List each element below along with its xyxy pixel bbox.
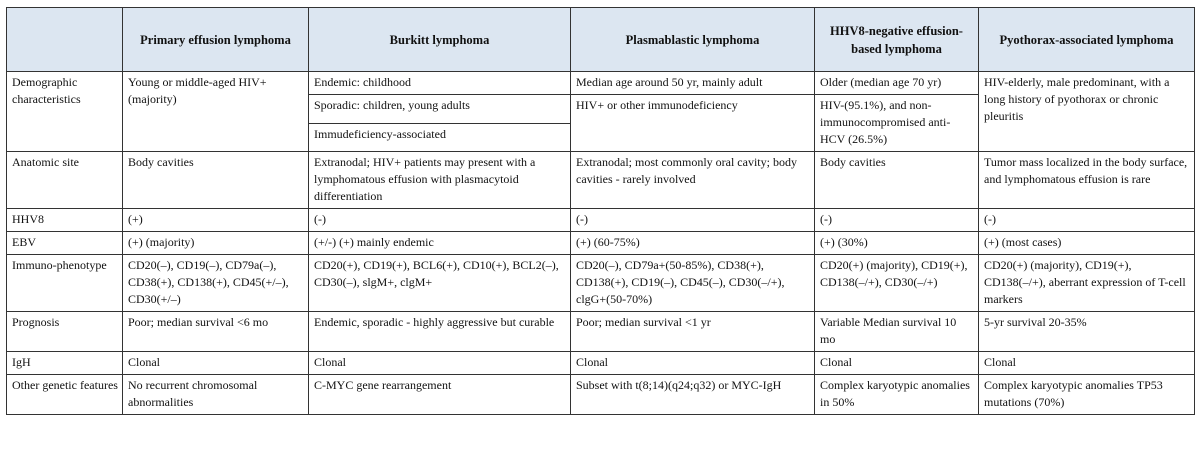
cell-demographic-hhv8neg-age: Older (median age 70 yr) — [815, 72, 979, 95]
row-label-immuno: Immuno-phenotype — [7, 255, 123, 312]
cell-prognosis-plasmablastic: Poor; median survival <1 yr — [571, 312, 815, 352]
cell-igh-plasmablastic: Clonal — [571, 352, 815, 375]
header-corner — [7, 8, 123, 72]
cell-immuno-pyothorax: CD20(+) (majority), CD19(+), CD138(–/+), aberrant expression of T-cell markers — [979, 255, 1195, 312]
row-label-anatomic: Anatomic site — [7, 152, 123, 209]
cell-genetic-hhv8neg: Complex karyotypic anomalies in 50% — [815, 375, 979, 415]
cell-immuno-plasmablastic: CD20(–), CD79a+(50-85%), CD38(+), CD138(+), CD19(–), CD45(–), CD30(–/+), clgG+(50-70%) — [571, 255, 815, 312]
header-row — [7, 8, 1195, 72]
cell-prognosis-burkitt: Endemic, sporadic - highly aggressive but curable — [309, 312, 571, 352]
cell-genetic-plasmablastic: Subset with t(8;14)(q24;q32) or MYC-IgH — [571, 375, 815, 415]
cell-hhv8-pyothorax: (-) — [979, 209, 1195, 232]
row-label-genetic: Other genetic features — [7, 375, 123, 415]
cell-hhv8-burkitt: (-) — [309, 209, 571, 232]
cell-immuno-burkitt: CD20(+), CD19(+), BCL6(+), CD10(+), BCL2(–), CD30(–), slgM+, clgM+ — [309, 255, 571, 312]
cell-genetic-pel: No recurrent chromosomal abnormalities — [123, 375, 309, 415]
table-row-ebv — [7, 232, 1195, 255]
table-row-genetic — [7, 375, 1195, 415]
table-container — [6, 7, 1195, 415]
cell-prognosis-pyothorax: 5-yr survival 20-35% — [979, 312, 1195, 352]
cell-hhv8-plasmablastic: (-) — [571, 209, 815, 232]
table-row-prognosis — [7, 312, 1195, 352]
cell-genetic-pyothorax: Complex karyotypic anomalies TP53 mutations (70%) — [979, 375, 1195, 415]
cell-igh-pyothorax: Clonal — [979, 352, 1195, 375]
table-row-hhv8 — [7, 209, 1195, 232]
cell-immuno-hhv8neg: CD20(+) (majority), CD19(+), CD138(–/+), CD30(–/+) — [815, 255, 979, 312]
cell-prognosis-pel: Poor; median survival <6 mo — [123, 312, 309, 352]
row-label-ebv: EBV — [7, 232, 123, 255]
cell-anatomic-plasmablastic: Extranodal; most commonly oral cavity; body cavities - rarely involved — [571, 152, 815, 209]
cell-igh-hhv8neg: Clonal — [815, 352, 979, 375]
cell-genetic-burkitt: C-MYC gene rearrangement — [309, 375, 571, 415]
cell-ebv-pyothorax: (+) (most cases) — [979, 232, 1195, 255]
cell-igh-burkitt: Clonal — [309, 352, 571, 375]
row-label-hhv8: HHV8 — [7, 209, 123, 232]
row-label-prognosis: Prognosis — [7, 312, 123, 352]
cell-ebv-hhv8neg: (+) (30%) — [815, 232, 979, 255]
header-primary-effusion-lymphoma: Primary effusion lymphoma — [123, 8, 309, 72]
cell-demographic-plasmablastic-hiv: HIV+ or other immunodeficiency — [571, 95, 815, 152]
lymphoma-comparison-table — [6, 7, 1195, 415]
header-hhv8-negative-lymphoma: HHV8-negative effusion-based lymphoma — [815, 8, 979, 72]
table-row-immuno — [7, 255, 1195, 312]
cell-hhv8-pel: (+) — [123, 209, 309, 232]
cell-anatomic-pel: Body cavities — [123, 152, 309, 209]
cell-ebv-pel: (+) (majority) — [123, 232, 309, 255]
table-row-igh — [7, 352, 1195, 375]
cell-demographic-pel: Young or middle-aged HIV+ (majority) — [123, 72, 309, 152]
cell-immuno-pel: CD20(–), CD19(–), CD79a(–), CD38(+), CD138(+), CD45(+/–), CD30(+/–) — [123, 255, 309, 312]
cell-demographic-burkitt-sporadic: Sporadic: children, young adults — [309, 95, 571, 124]
cell-demographic-hhv8neg-hiv: HIV-(95.1%), and non-immunocompromised anti-HCV (26.5%) — [815, 95, 979, 152]
cell-hhv8-hhv8neg: (-) — [815, 209, 979, 232]
header-pyothorax-lymphoma: Pyothorax-associated lymphoma — [979, 8, 1195, 72]
cell-demographic-burkitt-immunodeficiency: Immudeficiency-associated — [309, 123, 571, 152]
cell-ebv-plasmablastic: (+) (60-75%) — [571, 232, 815, 255]
cell-anatomic-burkitt: Extranodal; HIV+ patients may present with a lymphomatous effusion with plasmacytoid differentiation — [309, 152, 571, 209]
cell-demographic-pyothorax: HIV-elderly, male predominant, with a long history of pyothorax or chronic pleuritis — [979, 72, 1195, 152]
table-row-anatomic — [7, 152, 1195, 209]
cell-demographic-burkitt-endemic: Endemic: childhood — [309, 72, 571, 95]
cell-demographic-plasmablastic-age: Median age around 50 yr, mainly adult — [571, 72, 815, 95]
row-label-igh: IgH — [7, 352, 123, 375]
header-plasmablastic-lymphoma: Plasmablastic lymphoma — [571, 8, 815, 72]
cell-igh-pel: Clonal — [123, 352, 309, 375]
cell-anatomic-hhv8neg: Body cavities — [815, 152, 979, 209]
row-label-demographic: Demographic characteristics — [7, 72, 123, 152]
cell-ebv-burkitt: (+/-) (+) mainly endemic — [309, 232, 571, 255]
header-burkitt-lymphoma: Burkitt lymphoma — [309, 8, 571, 72]
cell-anatomic-pyothorax: Tumor mass localized in the body surface, and lymphomatous effusion is rare — [979, 152, 1195, 209]
cell-prognosis-hhv8neg: Variable Median survival 10 mo — [815, 312, 979, 352]
table-row-demographic — [7, 72, 1195, 95]
